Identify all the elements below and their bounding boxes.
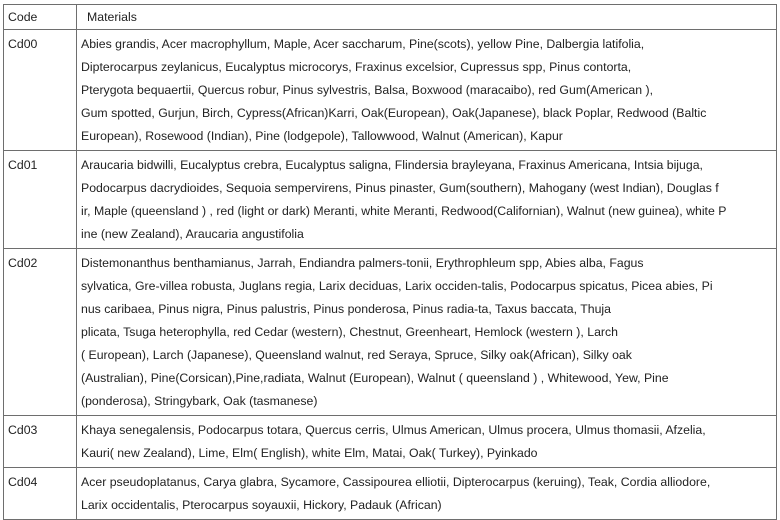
- table-row: [4, 416, 777, 468]
- materials-table: [3, 4, 777, 520]
- table-row: [4, 30, 777, 151]
- row-code: Cd03: [4, 416, 77, 468]
- table-row: [4, 151, 777, 249]
- header-code: Code: [4, 5, 77, 30]
- row-code: Cd01: [4, 151, 77, 249]
- materials-table-wrapper: [3, 4, 777, 520]
- table-header-row: [4, 5, 777, 30]
- row-materials: Distemonanthus benthamianus, Jarrah, Endiandra palmers-tonii, Erythrophleum spp, Abies alba, Fagus sylvatica, Gre-villea robusta, Juglans regia, Larix deciduas, Larix occiden-talis, Podocarpus spicatus, Picea abies, Pi nus caribaea, Pinus nigra, Pinus palustris, Pinus ponderosa, Pinus radia-ta, Taxus baccata, Thuja plicata, Tsuga heterophylla, red Cedar (western), Chestnut, Greenheart, Hemlock (western ), Larch ( European), Larch (Japanese), Queensland walnut, red Seraya, Spruce, Silky oak(African), Silky oak (Australian), Pine(Corsican),Pine,radiata, Walnut (European), Walnut ( queensland ) , Whitewood, Yew, Pine (ponderosa), Stringybark, Oak (tasmanese): [77, 249, 777, 416]
- row-materials: Acer pseudoplatanus, Carya glabra, Sycamore, Cassipourea elliotii, Dipterocarpus (keruing), Teak, Cordia alliodore, Larix occidentalis, Pterocarpus soyauxii, Hickory, Padauk (African): [77, 468, 777, 520]
- row-code: Cd02: [4, 249, 77, 416]
- table-row: [4, 249, 777, 416]
- row-code: Cd04: [4, 468, 77, 520]
- row-materials: Khaya senegalensis, Podocarpus totara, Quercus cerris, Ulmus American, Ulmus procera, Ulmus thomasii, Afzelia, Kauri( new Zealand), Lime, Elm( English), white Elm, Matai, Oak( Turkey), Pyinkado: [77, 416, 777, 468]
- row-materials: Araucaria bidwilli, Eucalyptus crebra, Eucalyptus saligna, Flindersia brayleyana, Fraxinus Americana, Intsia bijuga, Podocarpus dacrydioides, Sequoia sempervirens, Pinus pinaster, Gum(southern), Mahogany (west Indian), Douglas f ir, Maple (queensland ) , red (light or dark) Meranti, white Meranti, Redwood(Californian), Walnut (new guinea), white P ine (new Zealand), Araucaria angustifolia: [77, 151, 777, 249]
- header-materials: Materials: [77, 5, 777, 30]
- row-materials: Abies grandis, Acer macrophyllum, Maple, Acer saccharum, Pine(scots), yellow Pine, Dalbergia latifolia, Dipterocarpus zeylanicus, Eucalyptus microcorys, Fraxinus excelsior, Cupressus spp, Pinus contorta, Pterygota bequaertii, Quercus robur, Pinus sylvestris, Balsa, Boxwood (maracaibo), red Gum(American ), Gum spotted, Gurjun, Birch, Cypress(African)Karri, Oak(European), Oak(Japanese), black Poplar, Redwood (Baltic European), Rosewood (Indian), Pine (lodgepole), Tallowwood, Walnut (American), Kapur: [77, 30, 777, 151]
- row-code: Cd00: [4, 30, 77, 151]
